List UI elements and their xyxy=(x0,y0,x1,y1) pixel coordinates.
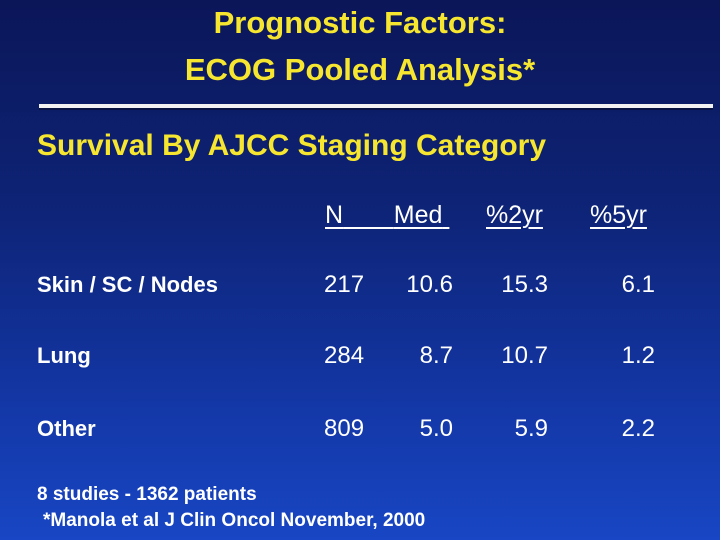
cell-5yr: 2.2 xyxy=(621,415,655,442)
column-header-5yr: %5yr xyxy=(590,201,647,229)
cell-n: 284 xyxy=(324,342,365,369)
cell-med: 8.7 xyxy=(419,342,453,369)
cell-med: 5.0 xyxy=(419,415,453,442)
title-divider xyxy=(39,104,713,108)
column-header-2yr: %2yr xyxy=(486,201,543,229)
cell-n: 217 xyxy=(324,271,365,298)
cell-5yr: 6.1 xyxy=(621,271,655,298)
row-label: Other xyxy=(37,416,96,441)
table-row xyxy=(0,414,720,448)
cell-med: 10.6 xyxy=(406,271,453,298)
table-row xyxy=(0,270,720,304)
row-label: Skin / SC / Nodes xyxy=(37,272,218,297)
footnote-studies: 8 studies - 1362 patients xyxy=(37,484,257,505)
footnote-citation: *Manola et al J Clin Oncol November, 2000 xyxy=(43,510,426,531)
cell-2yr: 10.7 xyxy=(501,342,548,369)
cell-5yr: 1.2 xyxy=(621,342,655,369)
table-row xyxy=(0,341,720,375)
slide-subtitle: Survival By AJCC Staging Category xyxy=(37,129,547,162)
cell-n: 809 xyxy=(324,415,365,442)
slide-title-line-2: ECOG Pooled Analysis* xyxy=(184,52,536,87)
cell-2yr: 5.9 xyxy=(514,415,548,442)
table-header-row xyxy=(0,198,720,238)
column-header-med: Med xyxy=(393,201,443,229)
slide-title-line-1: Prognostic Factors: xyxy=(213,5,507,40)
cell-2yr: 15.3 xyxy=(501,271,548,298)
row-label: Lung xyxy=(37,343,91,368)
column-header-n: N xyxy=(325,201,344,229)
